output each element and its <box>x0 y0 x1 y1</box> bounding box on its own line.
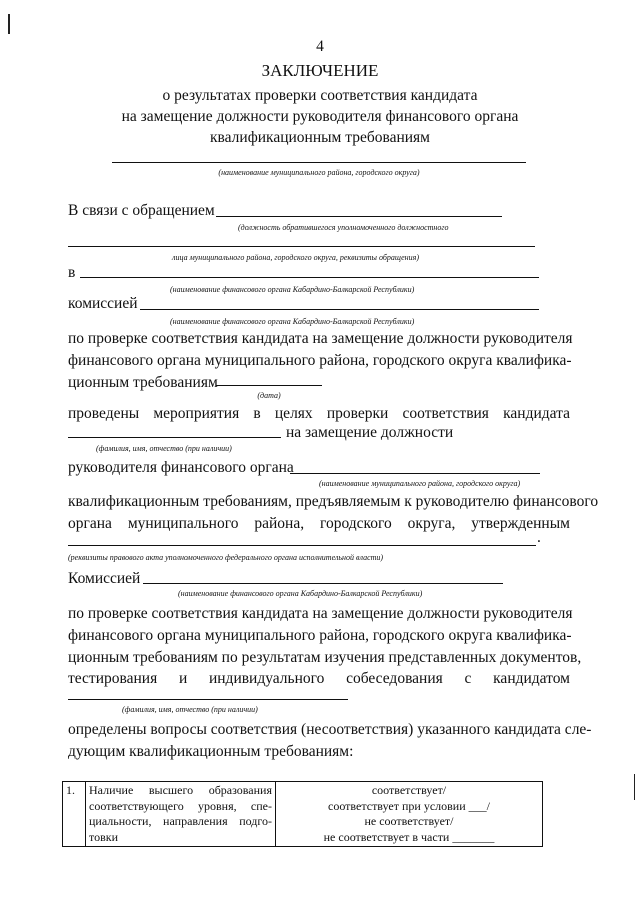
document-title: ЗАКЛЮЧЕНИЕ <box>261 61 379 80</box>
row-number-cell <box>63 782 86 847</box>
requirements-line-1: квалификационным требованиям, предъявляемым к руководителю финансового <box>68 493 599 510</box>
word-proverki: проверки <box>326 405 389 422</box>
commission-label-2: Комиссией <box>68 570 141 587</box>
word-v: в <box>253 405 261 422</box>
word-utverzhdennym: утвержденным <box>471 515 570 532</box>
status-line-2: соответствует при условии ___/ <box>328 798 490 813</box>
word-sootvetstviya: соответствия <box>402 405 489 422</box>
word-s: с <box>464 670 472 687</box>
candidate-name-field-line-2 <box>68 699 348 700</box>
status-cell <box>276 782 543 847</box>
requirement-cell <box>86 782 276 847</box>
commission-label: комиссией <box>68 295 138 312</box>
word-testirovaniya: тестирования <box>68 670 158 687</box>
measures-line <box>68 404 570 424</box>
commission-field-line-2 <box>143 583 503 584</box>
municipality-caption: (наименование муниципального района, городского округа) <box>218 168 420 177</box>
requirement-line-2: соответствующего уровня, спе- <box>89 798 272 813</box>
candidate-name-field-line <box>68 437 281 438</box>
status-line-1: соответствует/ <box>371 783 447 797</box>
legal-act-period: . <box>537 529 541 546</box>
requirements-line-2 <box>68 514 570 534</box>
word-tselyakh: целях <box>274 405 313 422</box>
row-number: 1. <box>66 783 75 797</box>
head-fin-body-label: руководителя финансового органа <box>68 459 294 476</box>
official-field-line <box>216 216 502 217</box>
word-individualnogo: индивидуального <box>208 670 325 687</box>
official-caption-1: (должность обратившегося уполномоченного должностного <box>238 223 449 232</box>
word-kandidatom: кандидатом <box>493 670 570 687</box>
word-meropriyatiya: мероприятия <box>153 405 240 422</box>
fio-caption-1: (фамилия, имя, отчество (при наличии) <box>96 444 232 453</box>
paragraph-1-line-3: ционным требованиям <box>68 374 218 391</box>
word-sobesedovaniya: собеседования <box>346 670 443 687</box>
status-line-3: не соответствует/ <box>364 814 454 828</box>
paragraph-2-line-2: финансового органа муниципального района, городского округа квалифика- <box>68 627 572 644</box>
subtitle-line-1: о результатах проверки соответствия кандидата <box>162 87 478 104</box>
commission-caption-2: (наименование финансового органа Кабардино-Балкарской Республики) <box>178 589 423 598</box>
paragraph-3-line-2: дующим квалификационным требованиям: <box>68 743 354 760</box>
appeal-label: В связи с обращением <box>68 202 215 219</box>
legal-act-field-line <box>68 545 536 546</box>
subtitle-line-3: квалификационным требованиям <box>210 129 430 146</box>
paragraph-3-line-1: определены вопросы соответствия (несоответствия) указанного кандидата сле- <box>68 721 592 738</box>
paragraph-1-line-2: финансового органа муниципального района, городского округа квалифика- <box>68 352 572 369</box>
status-line-4: не соответствует в части _______ <box>323 829 495 844</box>
word-municipalnogo: муниципального <box>127 515 239 532</box>
in-label: в <box>68 264 76 281</box>
requirement-line-4: товки <box>89 829 119 844</box>
word-raiona: района, <box>254 515 305 532</box>
paragraph-2-line-3: ционным требованиям по результатам изучения представленных документов, <box>68 649 582 666</box>
commission-caption: (наименование финансового органа Кабардино-Балкарской Республики) <box>170 317 415 326</box>
legal-act-caption: (реквизиты правового акта уполномоченного федерального органа исполнительной власти) <box>68 553 384 562</box>
official-field-line-2 <box>68 246 535 247</box>
paragraph-2 <box>68 603 582 669</box>
scan-mark-left <box>8 14 10 34</box>
paragraph-2-line-4 <box>68 669 570 689</box>
municipality-field-line <box>112 162 526 163</box>
word-provedeny: проведены <box>68 405 140 422</box>
word-organa: органа <box>68 515 112 532</box>
date-field-line <box>216 385 322 386</box>
date-caption: (дата) <box>257 391 281 400</box>
fin-body-field-line <box>80 277 539 278</box>
word-okruga: округа, <box>407 515 456 532</box>
requirement-line-3: циальности, направления подго- <box>89 814 272 828</box>
requirements-table <box>62 781 543 847</box>
word-gorodskogo: городского <box>320 515 392 532</box>
scan-mark-right <box>634 774 635 800</box>
paragraph-3 <box>68 719 592 763</box>
paragraph-2-line-1: по проверке соответствия кандидата на замещение должности руководителя <box>68 605 573 622</box>
word-i: и <box>178 670 188 687</box>
commission-field-line <box>140 309 539 310</box>
paragraph-1-line-1: по проверке соответствия кандидата на замещение должности руководителя <box>68 330 573 347</box>
requirement-line-1: Наличие высшего образования <box>89 783 272 797</box>
fin-body-caption: (наименование финансового органа Кабардино-Балкарской Республики) <box>170 285 415 294</box>
official-caption-2: лица муниципального района, городского округа, реквизиты обращения) <box>172 253 420 262</box>
page-number: 4 <box>316 38 324 55</box>
fio-caption-2: (фамилия, имя, отчество (при наличии) <box>122 705 258 714</box>
subtitle-line-2: на замещение должности руководителя финансового органа <box>121 108 519 125</box>
word-kandidata: кандидата <box>503 405 570 422</box>
table-row <box>63 782 543 847</box>
municipality-caption-2: (наименование муниципального района, городского округа) <box>319 479 521 488</box>
municipality-field-line-2 <box>290 473 540 474</box>
position-label: на замещение должности <box>286 424 454 441</box>
